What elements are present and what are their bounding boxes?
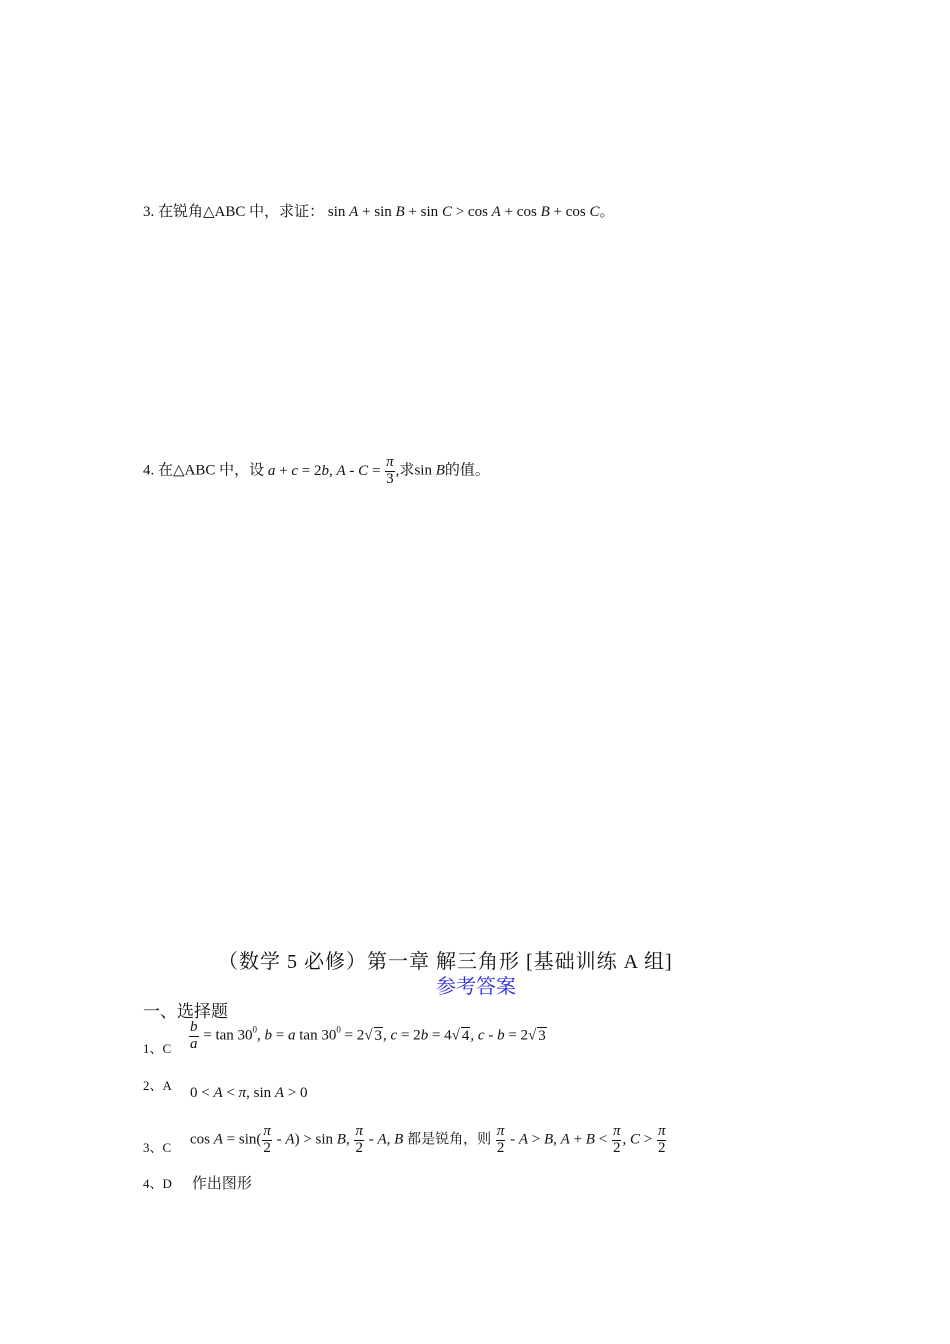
question-4 xyxy=(143,455,490,488)
formula: 0 < A < π, sin A > 0 xyxy=(190,1085,308,1101)
answer-label: 3、C xyxy=(143,1140,172,1155)
section-heading: 一、选择题 xyxy=(143,1002,228,1021)
question-3 xyxy=(143,200,614,221)
question-text-end: 的值。 xyxy=(444,462,490,479)
formula: a + c = 2b, A - C = $\frac{\pi}{3}$ , xyxy=(267,454,400,487)
formula: sin A + sin B + sin C > cos A + cos B + cos C xyxy=(327,204,600,220)
question-text: 在△ABC 中，设 xyxy=(158,462,265,479)
formula: $\frac{b}{a}$ = $\tan 30^0$, b = a $\tan 30^0 = 2√$ 3, c = 2b = 4√ 4, c - b = 2√ 3 xyxy=(190,1019,546,1052)
formula-sinb: sin B xyxy=(414,462,445,479)
answer-label: 1、C xyxy=(143,1041,172,1056)
answers-subtitle: 参考答案 xyxy=(436,976,516,998)
answer-text: 作出图形 xyxy=(191,1176,252,1192)
question-number: 3. xyxy=(143,204,155,220)
answers-title: （数学 5 必修）第一章 解三角形 [基础训练 A 组] xyxy=(218,951,673,973)
answer-label: 2、A xyxy=(143,1078,172,1093)
question-number: 4. xyxy=(143,462,155,479)
answer-4 xyxy=(143,1172,252,1193)
formula: cos A = sin( $\frac{\pi}{2}$ - A) > sin B, $\frac{\pi}{2}$ - A, B 都是锐角，则 $\frac{\pi}{2}$ - A > B, A + B < $\frac{\pi}{2}$ , C > $\frac{\pi}{2}$ xyxy=(190,1123,666,1156)
answer-label: 4、D xyxy=(143,1176,172,1191)
answer-text: 都是锐角，则 xyxy=(407,1131,492,1148)
question-text-mid: 求 xyxy=(399,462,415,479)
punct: 。 xyxy=(599,204,615,220)
question-text: 在锐角△ABC 中，求证： xyxy=(158,204,325,220)
